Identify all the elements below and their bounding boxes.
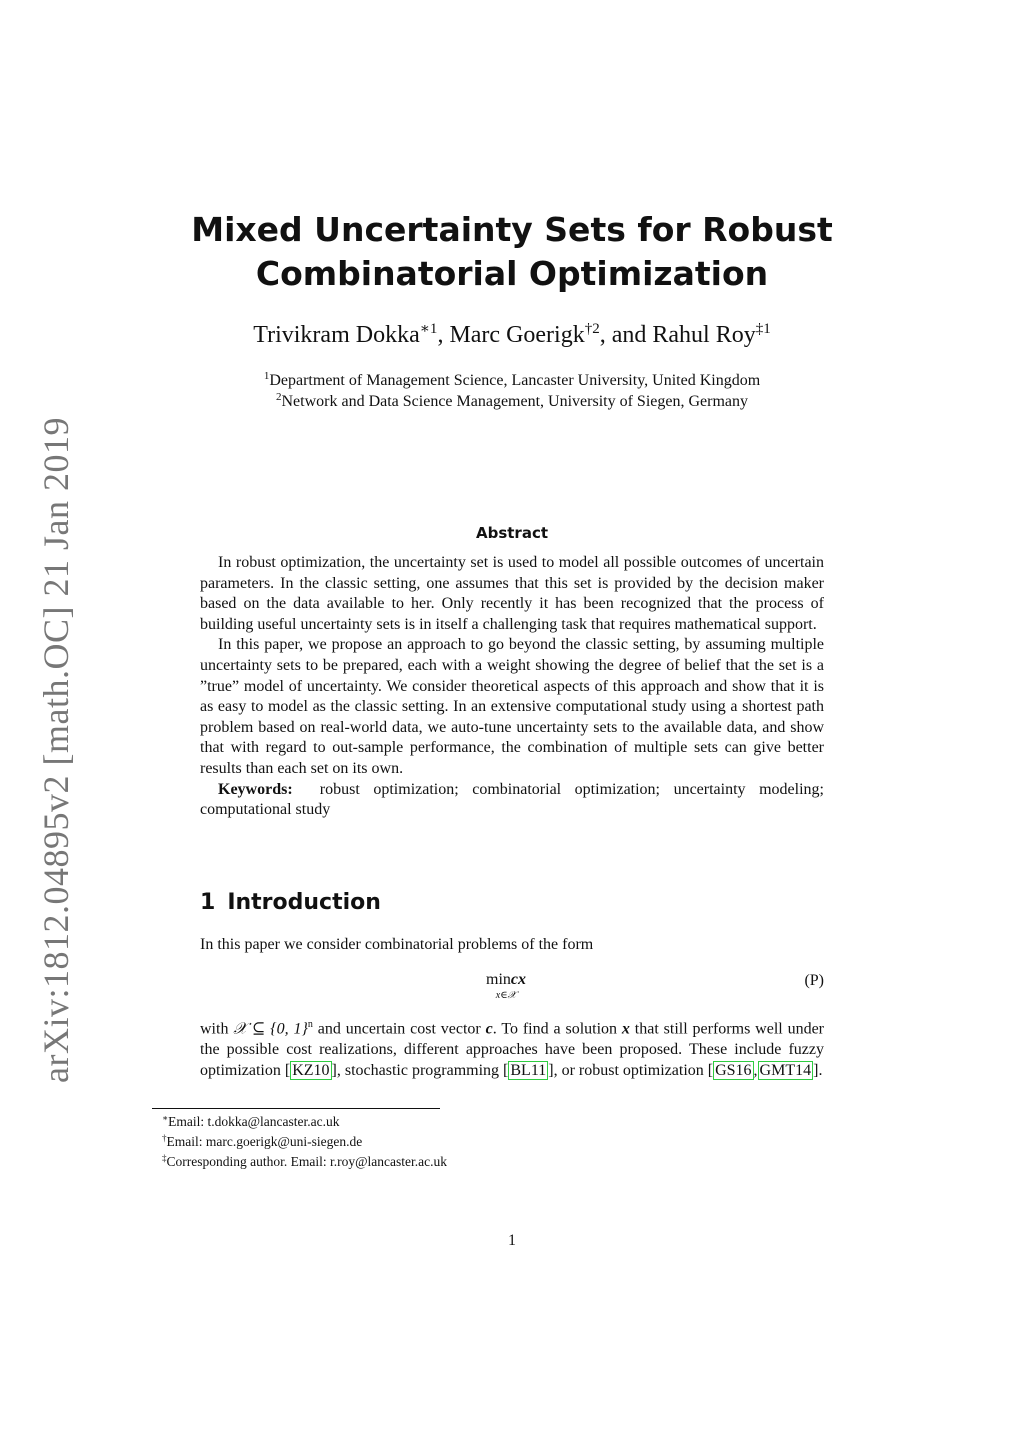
equation-expr: cx (510, 971, 526, 988)
keywords-label: Keywords: (218, 780, 293, 798)
footnote: ‡Corresponding author. Email: r.roy@lancaster.ac.uk (162, 1153, 447, 1169)
affiliation: $^2$Network and Data Science Management, University of Siegen, Germany (275, 391, 748, 410)
equation-subscript: x∈𝒳 (495, 990, 517, 1001)
citation-link[interactable]: BL11 (510, 1061, 547, 1079)
title-line-1: Mixed Uncertainty Sets for Robust (191, 210, 833, 249)
equation-min: min (486, 971, 511, 988)
section-title: Introduction (227, 890, 381, 915)
citation-link[interactable]: KZ10 (292, 1061, 330, 1079)
abstract-heading: Abstract (475, 524, 549, 542)
abstract-paragraph: In robust optimization, the uncertainty set is used to model all possible outcomes of uncertain parameters. In the classic setting, one assumes that this set is provided by the decision maker based on the data available to her. Only recently it has been recognized that the process of building useful uncertainty sets is in itself a challenging task that requires mathematical support. (200, 554, 824, 633)
page-number: 1 (508, 1232, 516, 1249)
footnote: †Email: marc.goerigk@uni-siegen.de (162, 1133, 363, 1149)
keywords-text: robust optimization; combinatorial optimization; uncertainty modeling; computational study (200, 780, 824, 819)
intro-paragraph-2: with 𝒳 ⊆ {0, 1}$^n$ and uncertain cost vector c. To find a solution x that still performs well under the possible cost realizations, different approaches have been proposed. These include fuzzy optimization [ KZ10 ], stochastic programming [ BL11 ], or robust optimization [ GS16 , GMT14 ]. (200, 1019, 825, 1079)
section-heading (200, 890, 381, 915)
keywords (200, 780, 824, 821)
author-name: Rahul Roy (652, 322, 756, 348)
citation-link[interactable]: GMT14 (759, 1061, 812, 1079)
abstract-body (200, 553, 824, 821)
author-mark: ∗1 (419, 321, 438, 337)
author-mark: ‡1 (755, 321, 771, 337)
author-mark: †2 (584, 321, 600, 337)
affiliation: $^1$Department of Management Science, Lancaster University, United Kingdom (263, 370, 761, 389)
footnote: ∗Email: t.dokka@lancaster.ac.uk (162, 1113, 340, 1129)
paper-title (0, 208, 1024, 296)
section-number: 1 (200, 890, 216, 915)
abstract-paragraph: In this paper, we propose an approach to go beyond the classic setting, by assuming multiple uncertainty sets to be prepared, each with a weight showing the degree of belief that the set is a ”true” model of uncertainty. We consider theoretical aspects of this approach and show that it is as easy to model as the classic setting. In an extensive computational study using a shortest path problem based on real-world data, we auto-tune uncertainty sets to the available data, and show that with regard to out-sample performance, the combination of multiple sets can give better results than each set on its own. (200, 636, 824, 777)
citation-link[interactable]: GS16 (715, 1061, 752, 1079)
footnotes (162, 1112, 447, 1172)
footnote-rule (152, 1108, 440, 1109)
affiliations (0, 370, 1024, 412)
equation-label: (P) (804, 972, 824, 989)
author-list: Trivikram Dokka$^{∗1}$, Marc Goerigk$^{\dagger 2}$, and Rahul Roy$^{\ddagger 1}$ (253, 321, 771, 348)
title-line-2: Combinatorial Optimization (255, 254, 769, 293)
intro-paragraph: In this paper we consider combinatorial problems of the form (200, 936, 594, 953)
equation (486, 972, 526, 1004)
author-name: Trivikram Dokka (253, 322, 420, 348)
author-name: Marc Goerigk (449, 322, 585, 348)
arxiv-stamp: arXiv:1812.04895v2 [math.OC] 21 Jan 2019 (36, 417, 76, 1083)
